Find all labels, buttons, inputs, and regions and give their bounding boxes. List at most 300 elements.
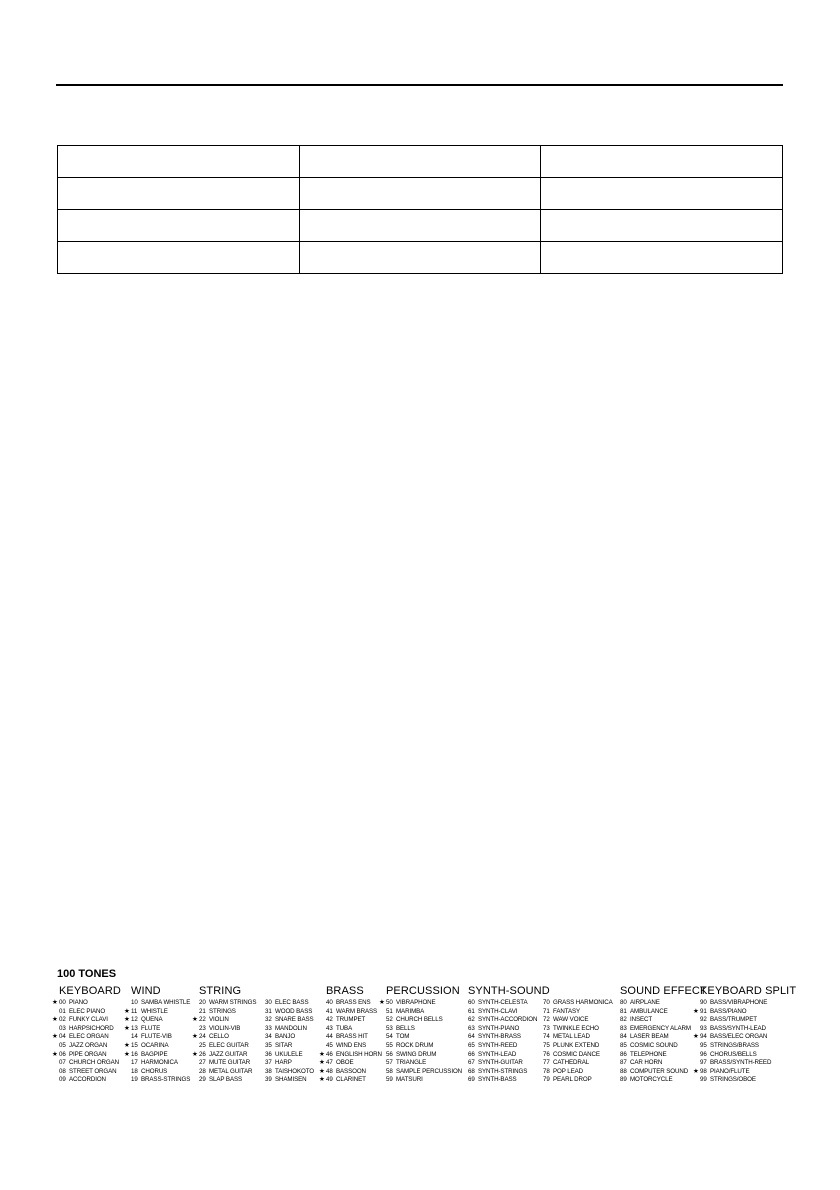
list-item [386,1033,462,1042]
tone-number: 84 [620,1033,627,1041]
table-cell [58,146,300,178]
tone-number: 25 [199,1041,206,1049]
list-item [386,1068,462,1077]
list-item [326,1033,382,1042]
tone-number: 98 [700,1067,707,1075]
tone-number: 63 [468,1024,475,1032]
tone-name: TRIANGLE [396,1059,427,1067]
tone-number: 78 [543,1067,550,1075]
list-item [265,1059,314,1068]
tone-name: SAMPLE PERCUSSION [396,1067,463,1075]
tone-number: 80 [620,999,627,1006]
tone-name: CATHEDRAL [553,1059,590,1067]
tone-number: 60 [468,999,475,1006]
table-row [58,178,783,210]
tone-name: SYNTH-LEAD [478,1050,517,1058]
table-cell [299,146,541,178]
tone-name: BANJO [275,1033,296,1041]
list-item [52,1016,121,1025]
tone-name: TRUMPET [336,1016,366,1024]
list-item [265,1033,314,1042]
tone-name: FUNKY CLAVI [69,1016,108,1024]
tone-name: BASSOON [336,1067,366,1075]
list-item [192,1016,256,1025]
list-item [543,999,613,1008]
tone-name: TWINKLE ECHO [553,1024,599,1032]
tone-number: 71 [543,1007,550,1015]
list-item [265,999,314,1008]
list-item [543,1008,613,1017]
tone-name: JAZZ GUITAR [209,1050,248,1058]
tone-number: 29 [199,1076,206,1084]
tone-name: SYNTH-BASS [478,1076,517,1084]
tone-column-heading: KEYBOARD [59,985,121,997]
tone-name: ENGLISH HORN [336,1050,382,1058]
tone-number: 86 [620,1050,627,1058]
tone-name: CELLO [209,1033,229,1041]
star-icon: ★ [124,1007,130,1015]
list-item [199,1008,256,1017]
star-icon: ★ [319,1067,325,1075]
list-item [265,1076,314,1085]
tone-name: HARMONICA [141,1059,178,1067]
tone-name: WIND ENS [336,1041,367,1049]
list-item [265,1068,314,1077]
tone-number: 91 [700,1007,707,1015]
list-item [620,1059,707,1068]
list-item [59,1059,121,1068]
tone-number: 64 [468,1033,475,1041]
tone-name: CHURCH ORGAN [69,1059,120,1067]
tone-number: 24 [199,1033,206,1041]
list-item [543,1025,613,1034]
tone-number: 48 [326,1067,333,1075]
star-icon: ★ [124,1041,130,1049]
tone-name: AMBULANCE [630,1007,668,1015]
list-item [52,999,121,1008]
tone-number: 01 [59,1007,66,1015]
tone-number: 31 [265,1007,272,1015]
list-item [543,1042,613,1051]
tone-number: 27 [199,1059,206,1067]
tone-number: 50 [386,999,393,1006]
list-item [468,1025,550,1034]
tone-name: METAL GUITAR [209,1067,253,1075]
tone-name: BASS/PIANO [710,1007,747,1015]
tone-name: ROCK DRUM [396,1041,434,1049]
tone-number: 02 [59,1016,66,1024]
list-item [326,1016,382,1025]
list-item [319,1067,382,1077]
star-icon: ★ [192,1033,198,1041]
tone-name: PIPE ORGAN [69,1050,107,1058]
list-item [265,1008,314,1017]
list-item [379,999,462,1008]
star-icon: ★ [693,1067,699,1075]
tone-number: 42 [326,1016,333,1024]
list-item [386,1016,462,1025]
tone-name: MOTORCYCLE [630,1076,673,1084]
tone-name: LASER BEAM [630,1033,669,1041]
tone-name: UKULELE [275,1050,303,1058]
tone-name: SYNTH-CELESTA [478,999,528,1006]
tone-name: SYNTH-CLAVI [478,1007,518,1015]
list-item [543,1059,613,1068]
list-item [199,999,256,1008]
tone-name: COSMIC SOUND [630,1041,678,1049]
tone-name: CHURCH BELLS [396,1016,443,1024]
tone-number: 92 [700,1016,707,1024]
tone-column-heading: PERCUSSION [386,985,460,997]
tone-number: 62 [468,1016,475,1024]
tone-number: 38 [265,1067,272,1075]
list-item [386,1025,462,1034]
list-item [319,1059,382,1068]
tone-name: ELEC PIANO [69,1007,106,1015]
tone-number: 95 [700,1041,707,1049]
star-icon: ★ [192,1016,198,1024]
star-icon: ★ [52,999,58,1006]
tone-number: 58 [386,1067,393,1075]
tone-number: 46 [326,1050,333,1058]
table-row [58,210,783,242]
tone-number: 52 [386,1016,393,1024]
list-item [124,1024,190,1034]
tone-number: 70 [543,999,550,1006]
tone-number: 57 [386,1059,393,1067]
star-icon: ★ [319,1076,325,1084]
list-item [265,1051,314,1060]
list-item [265,1042,314,1051]
list-item [386,1059,462,1068]
tone-number: 12 [131,1016,138,1024]
tone-name: BASS/ELEC ORGAN [710,1033,768,1041]
tone-name: SYNTH-PIANO [478,1024,520,1032]
tone-name: WOOD BASS [275,1007,313,1015]
list-item [326,1025,382,1034]
list-item [319,1076,382,1085]
list-item [700,1076,796,1085]
tone-name: FANTASY [553,1007,581,1015]
tone-name: SYNTH-STRINGS [478,1067,528,1075]
tone-number: 05 [59,1041,66,1049]
list-item [319,1050,382,1060]
tone-name: CAR HORN [630,1059,663,1067]
list-item [700,1016,796,1025]
tone-name: VIOLIN [209,1016,229,1024]
star-icon: ★ [124,1050,130,1058]
tone-number: 35 [265,1041,272,1049]
list-item [700,1051,796,1060]
tone-column [192,985,257,1085]
table-cell [299,210,541,242]
list-item [199,1025,256,1034]
tone-number: 79 [543,1076,550,1084]
list-item [543,1033,613,1042]
tone-number: 59 [386,1076,393,1084]
tone-number: 76 [543,1050,550,1058]
tone-name: TELEPHONE [630,1050,667,1058]
tone-number: 85 [620,1041,627,1049]
star-icon: ★ [319,1050,325,1058]
star-icon: ★ [124,1024,130,1032]
tone-name: SYNTH-REED [478,1041,518,1049]
tone-name: TAISHOKOTO [275,1067,314,1075]
tone-number: 67 [468,1059,475,1067]
list-item [124,1016,190,1025]
star-icon: ★ [693,1033,699,1041]
star-icon: ★ [52,1050,58,1058]
tone-number: 43 [326,1024,333,1032]
tone-number: 51 [386,1007,393,1015]
tone-name: WARM BRASS [336,1007,378,1015]
list-item [543,1068,613,1077]
tone-number: 19 [131,1076,138,1084]
table-cell [58,242,300,274]
list-item [199,1059,256,1068]
tone-name: COSMIC DANCE [553,1050,600,1058]
list-item [131,1059,190,1068]
tone-number: 75 [543,1041,550,1049]
tone-number: 77 [543,1059,550,1067]
tone-number: 55 [386,1041,393,1049]
list-item [326,999,382,1008]
tone-name: SYNTH-BRASS [478,1033,521,1041]
tone-name: ELEC ORGAN [69,1033,109,1041]
tone-name: SITAR [275,1041,293,1049]
tone-name: SNARE BASS [275,1016,314,1024]
tone-number: 74 [543,1033,550,1041]
tone-name: AIRPLANE [630,999,660,1006]
tone-name: ELEC BASS [275,999,309,1006]
list-item [124,1050,190,1060]
tone-number: 15 [131,1041,138,1049]
tone-number: 08 [59,1067,66,1075]
tone-number: 56 [386,1050,393,1058]
list-item [693,1007,796,1017]
tone-name: ELEC GUITAR [209,1041,249,1049]
tone-column-heading: STRING [199,985,242,997]
tone-number: 00 [59,999,66,1006]
list-item [543,1051,613,1060]
tone-name: PIANO [69,999,88,1006]
tone-name: TOM [396,1033,410,1041]
list-item [468,1059,550,1068]
tone-column [52,985,121,1085]
tone-column [124,985,191,1085]
tone-number: 49 [326,1076,333,1084]
list-item [326,1042,382,1051]
tone-name: BELLS [396,1024,415,1032]
list-item [199,1068,256,1077]
table-cell [541,178,783,210]
tone-number: 93 [700,1024,707,1032]
list-item [131,999,190,1008]
tone-name: BASS/TRUMPET [710,1016,757,1024]
star-icon: ★ [379,999,385,1006]
table-cell [58,210,300,242]
tone-number: 88 [620,1067,627,1075]
tone-number: 03 [59,1024,66,1032]
tone-number: 94 [700,1033,707,1041]
tone-name: SYNTH-GUITAR [478,1059,523,1067]
tone-number: 10 [131,999,138,1006]
tone-name: EMERGENCY ALARM [630,1024,691,1032]
tone-name: VIBRAPHONE [396,999,436,1006]
list-item [192,1050,256,1060]
tone-number: 28 [199,1067,206,1075]
list-item [199,1076,256,1085]
tone-number: 09 [59,1076,66,1084]
list-item [700,1059,796,1068]
tone-name: PIANO/FLUTE [710,1067,750,1075]
tone-column-heading: KEYBOARD SPLIT [700,985,797,997]
tone-number: 16 [131,1050,138,1058]
tone-name: WAW VOICE [553,1016,589,1024]
list-item [265,1016,314,1025]
tone-number: 34 [265,1033,272,1041]
tone-number: 65 [468,1041,475,1049]
tone-number: 69 [468,1076,475,1084]
list-item [386,1008,462,1017]
list-item [52,1033,121,1042]
list-item [700,999,796,1008]
list-item [468,1033,550,1042]
tone-number: 40 [326,999,333,1006]
list-item [265,1025,314,1034]
list-item [468,1042,550,1051]
tone-number: 36 [265,1050,272,1058]
tone-name: METAL LEAD [553,1033,590,1041]
list-item [620,1042,707,1051]
tone-number: 30 [265,999,272,1006]
tone-name: BASS/VIBRAPHONE [710,999,768,1006]
list-item [124,1041,190,1051]
tone-number: 33 [265,1024,272,1032]
tone-name: BRASS-STRINGS [141,1076,191,1084]
list-item [620,1076,707,1085]
tone-number: 54 [386,1033,393,1041]
list-item [59,1042,121,1051]
tone-column-heading: SYNTH-SOUND [468,985,550,997]
list-item [693,1067,796,1077]
tone-number: 81 [620,1007,627,1015]
tone-number: 14 [131,1033,138,1041]
tone-number: 73 [543,1024,550,1032]
list-item [59,1076,121,1085]
list-item [543,1016,613,1025]
list-item [52,1050,121,1060]
tone-number: 96 [700,1050,707,1058]
table-cell [541,210,783,242]
tone-column-heading: BRASS [326,985,364,997]
list-item [386,1076,462,1085]
tone-name: MARIMBA [396,1007,425,1015]
tone-name: WARM STRINGS [209,999,257,1006]
tone-number: 21 [199,1007,206,1015]
tone-name: CLARINET [336,1076,366,1084]
list-item [59,1025,121,1034]
list-item [192,1033,256,1042]
star-icon: ★ [693,1007,699,1015]
tone-name: COMPUTER SOUND [630,1067,689,1075]
star-icon: ★ [124,1016,130,1024]
tone-name: PEARL DROP [553,1076,592,1084]
list-item [326,1008,382,1017]
tone-number: 66 [468,1050,475,1058]
tone-number: 39 [265,1076,272,1084]
tone-number: 13 [131,1024,138,1032]
tone-name: SAMBA WHISTLE [141,999,191,1006]
tone-number: 87 [620,1059,627,1067]
tone-name: BRASS HIT [336,1033,368,1041]
tone-column [693,985,797,1085]
tone-name: SYNTH-ACCORDION [478,1016,538,1024]
tone-number: 06 [59,1050,66,1058]
tone-number: 68 [468,1067,475,1075]
blank-table [57,145,783,274]
list-item [386,1051,462,1060]
tone-number: 72 [543,1016,550,1024]
tone-name: SLAP BASS [209,1076,243,1084]
tone-number: 37 [265,1059,272,1067]
tone-name: GRASS HARMONICA [553,999,613,1006]
tone-number: 41 [326,1007,333,1015]
list-item [468,1016,550,1025]
tone-column-heading [543,985,613,998]
table-cell [299,242,541,274]
tone-number: 44 [326,1033,333,1041]
tone-name: SWING DRUM [396,1050,437,1058]
top-rule [56,84,783,86]
table-cell [541,242,783,274]
star-icon: ★ [52,1033,58,1041]
tone-name: CHORUS [141,1067,168,1075]
tone-number: 47 [326,1059,333,1067]
table-row [58,242,783,274]
tone-name: BASS/SYNTH-LEAD [710,1024,766,1032]
list-item [620,1016,707,1025]
tone-number: 18 [131,1067,138,1075]
tone-column-heading: SOUND EFFECT [620,985,707,997]
tone-number: 53 [386,1024,393,1032]
tone-number: 22 [199,1016,206,1024]
tone-number: 07 [59,1059,66,1067]
tone-name: INSECT [630,1016,653,1024]
tone-number: 61 [468,1007,475,1015]
tone-number: 82 [620,1016,627,1024]
tone-name: STRINGS [209,1007,236,1015]
tone-column [265,985,314,1085]
tone-number: 97 [700,1059,707,1067]
tone-number: 99 [700,1076,707,1084]
tone-column-heading [265,985,314,998]
list-item [468,1008,550,1017]
table-row [58,146,783,178]
tone-name: TUBA [336,1024,353,1032]
tone-name: STRINGS/BRASS [710,1041,759,1049]
table-cell [541,146,783,178]
list-item [543,1076,613,1085]
tone-number: 90 [700,999,707,1006]
tone-name: CHORUS/BELLS [710,1050,757,1058]
list-item [468,1068,550,1077]
tone-name: WHISTLE [141,1007,168,1015]
tone-number: 04 [59,1033,66,1041]
list-item [59,1068,121,1077]
tone-name: OBOE [336,1059,354,1067]
tone-number: 17 [131,1059,138,1067]
